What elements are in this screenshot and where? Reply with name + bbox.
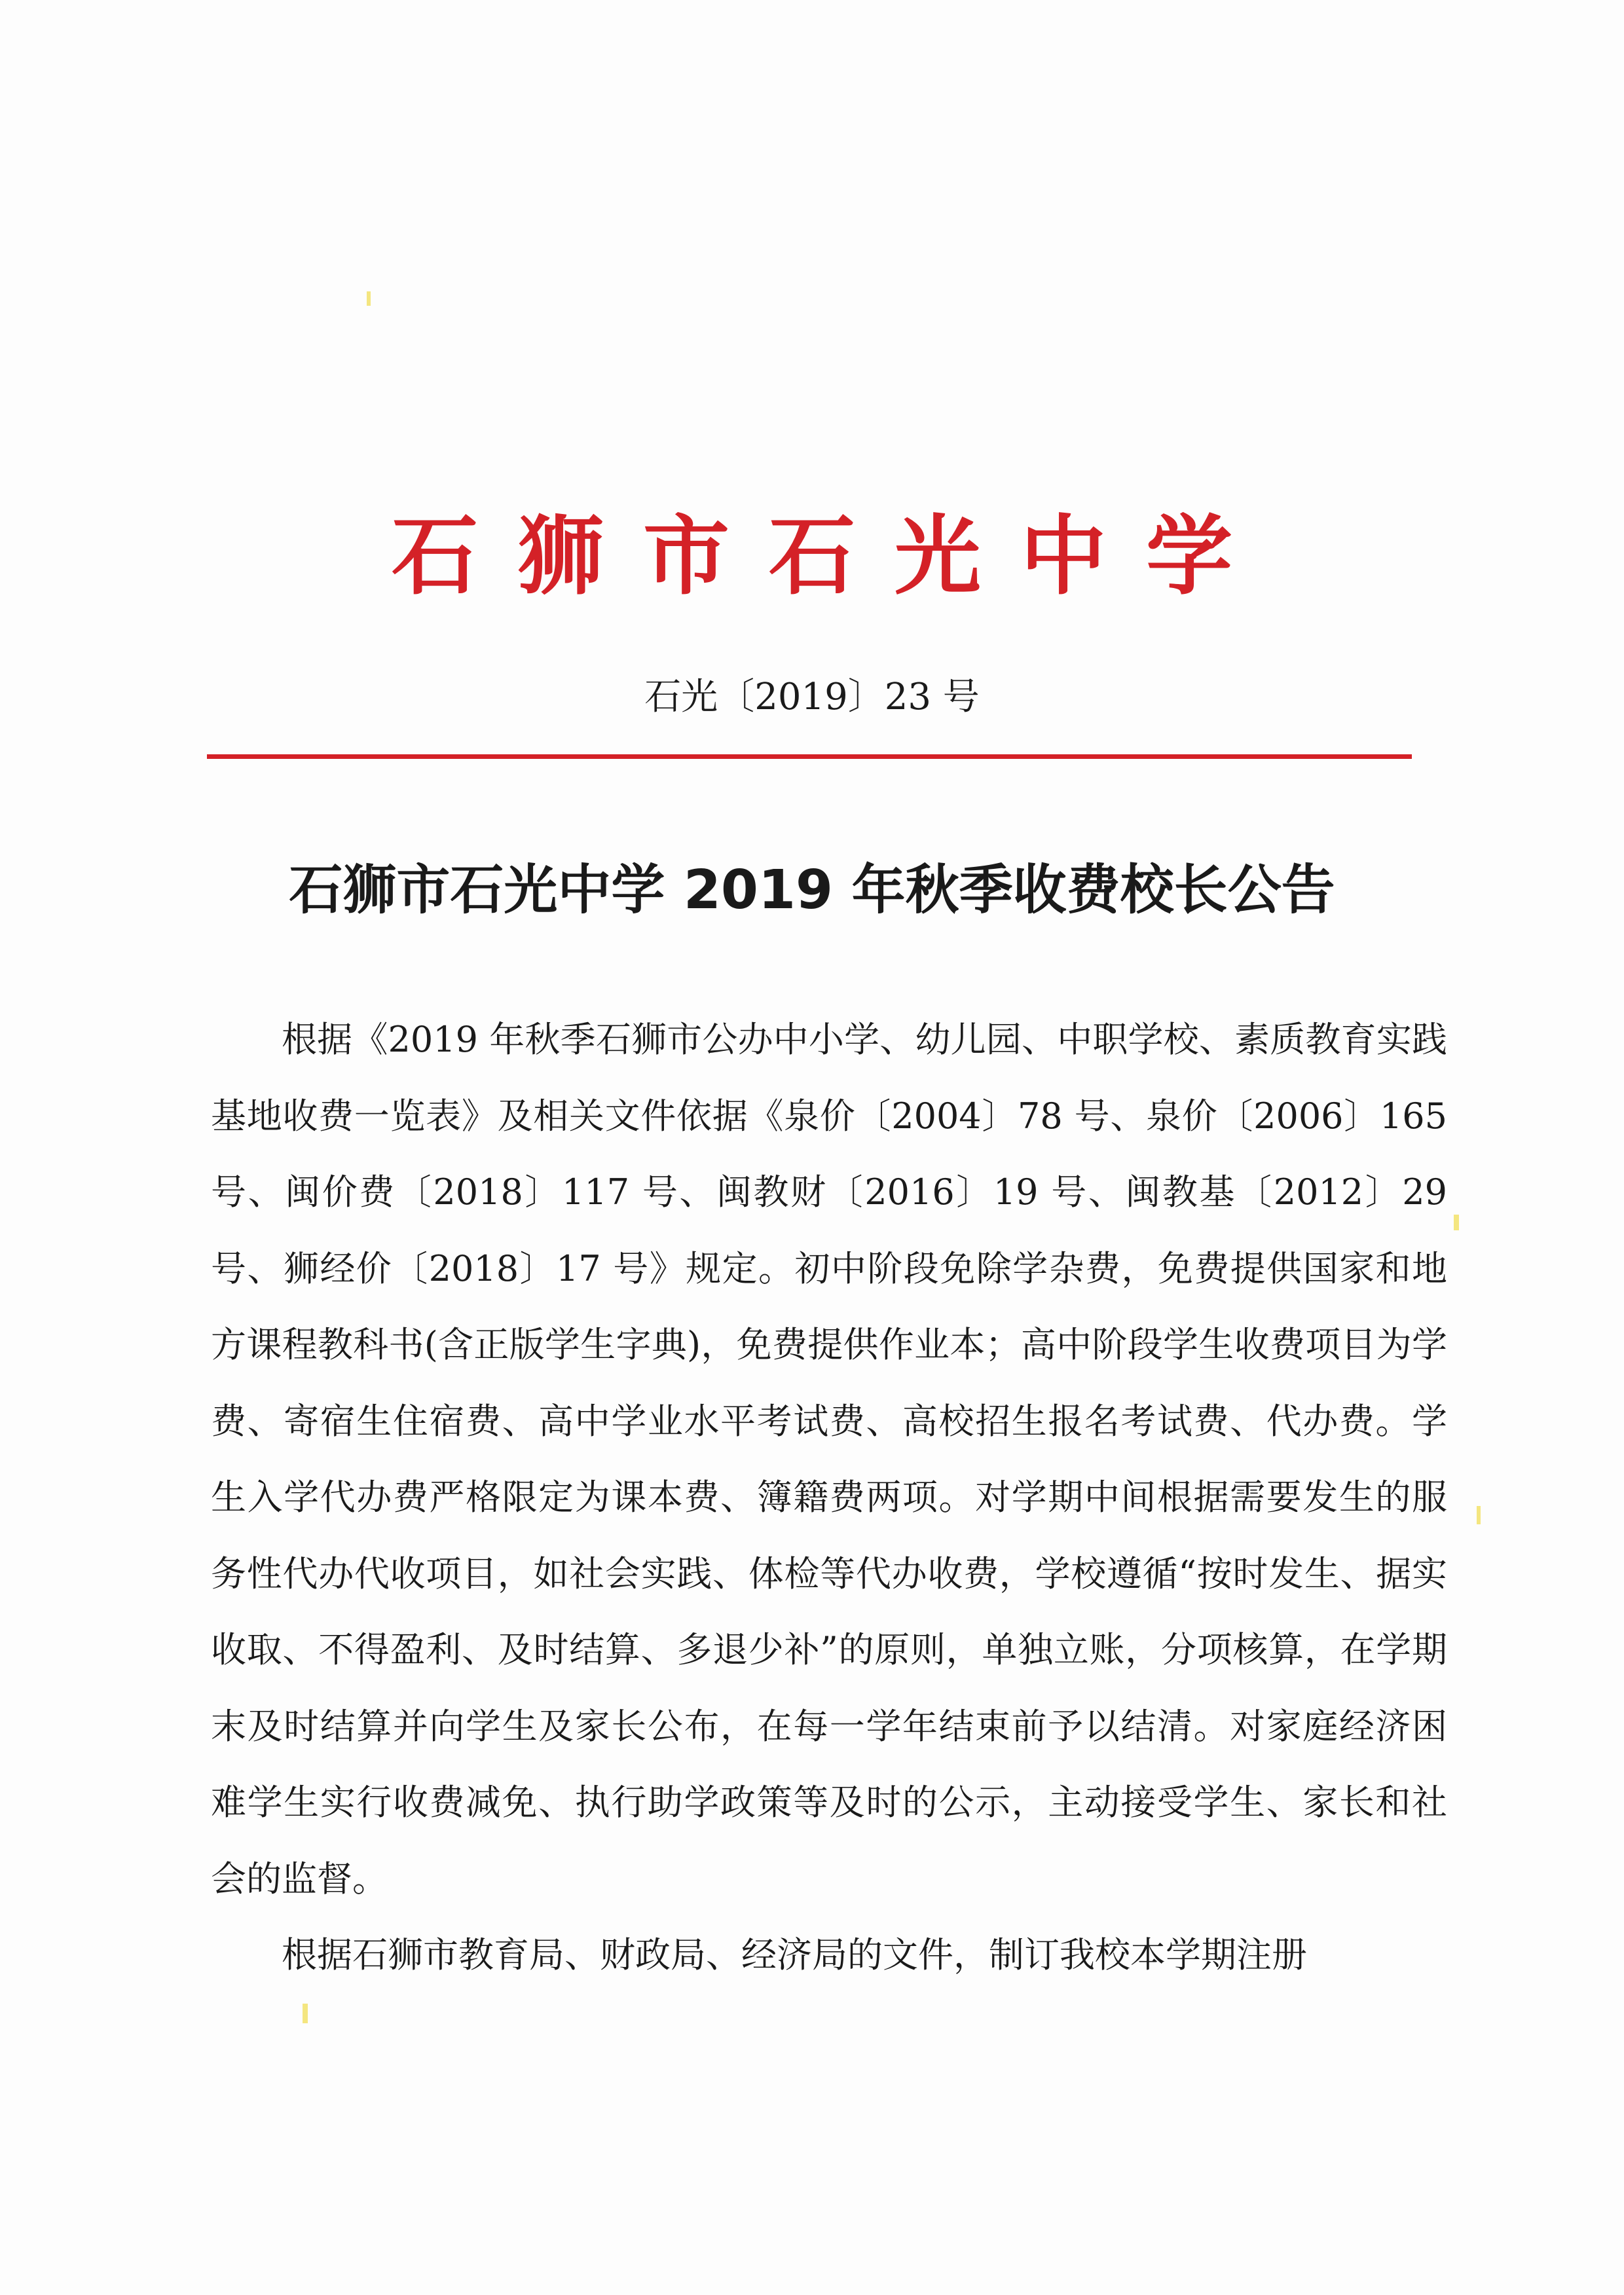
- notice-body: [211, 1002, 1447, 1994]
- body-paragraph-2: 根据石狮市教育局、财政局、经济局的文件，制订我校本学期注册: [282, 1934, 1307, 1975]
- letterhead-school-name: 石狮市石光中学: [392, 506, 1272, 607]
- red-divider-line: [207, 754, 1412, 759]
- scan-speck: [1454, 1215, 1459, 1230]
- body-paragraph-1: 根据《2019 年秋季石狮市公办中小学、幼儿园、中职学校、素质教育实践基地收费一览表》及相关文件依据《泉价〔2004〕78 号、泉价〔2006〕165 号、闽价费〔2018〕117 号、闽教财〔2016〕19 号、闽教基〔2012〕29 号、狮经价〔2018〕17 号》规定。初中阶段免除学杂费，免费提供国家和地方课程教科书(含正版学生字典)，免费提供作业本；高中阶段学生收费项目为学费、寄宿生住宿费、高中学业水平考试费、高校招生报名考试费、代办费。学生入学代办费严格限定为课本费、簿籍费两项。对学期中间根据需要发生的服务性代办代收项目，如社会实践、体检等代办收费，学校遵循“按时发生、据实收取、不得盈利、及时结算、多退少补”的原则，单独立账，分项核算，在学期末及时结算并向学生及家长公布，在每一学年结束前予以结清。对家庭经济困难学生实行收费减免、执行助学政策等及时的公示，主动接受学生、家长和社会的监督。: [211, 1019, 1447, 1900]
- scan-speck: [303, 2004, 308, 2023]
- document-number: 石光〔2019〕23 号: [644, 676, 980, 718]
- scan-speck: [367, 291, 371, 306]
- notice-title: 石狮市石光中学 2019 年秋季收费校长公告: [289, 859, 1335, 921]
- scan-speck: [1477, 1506, 1481, 1524]
